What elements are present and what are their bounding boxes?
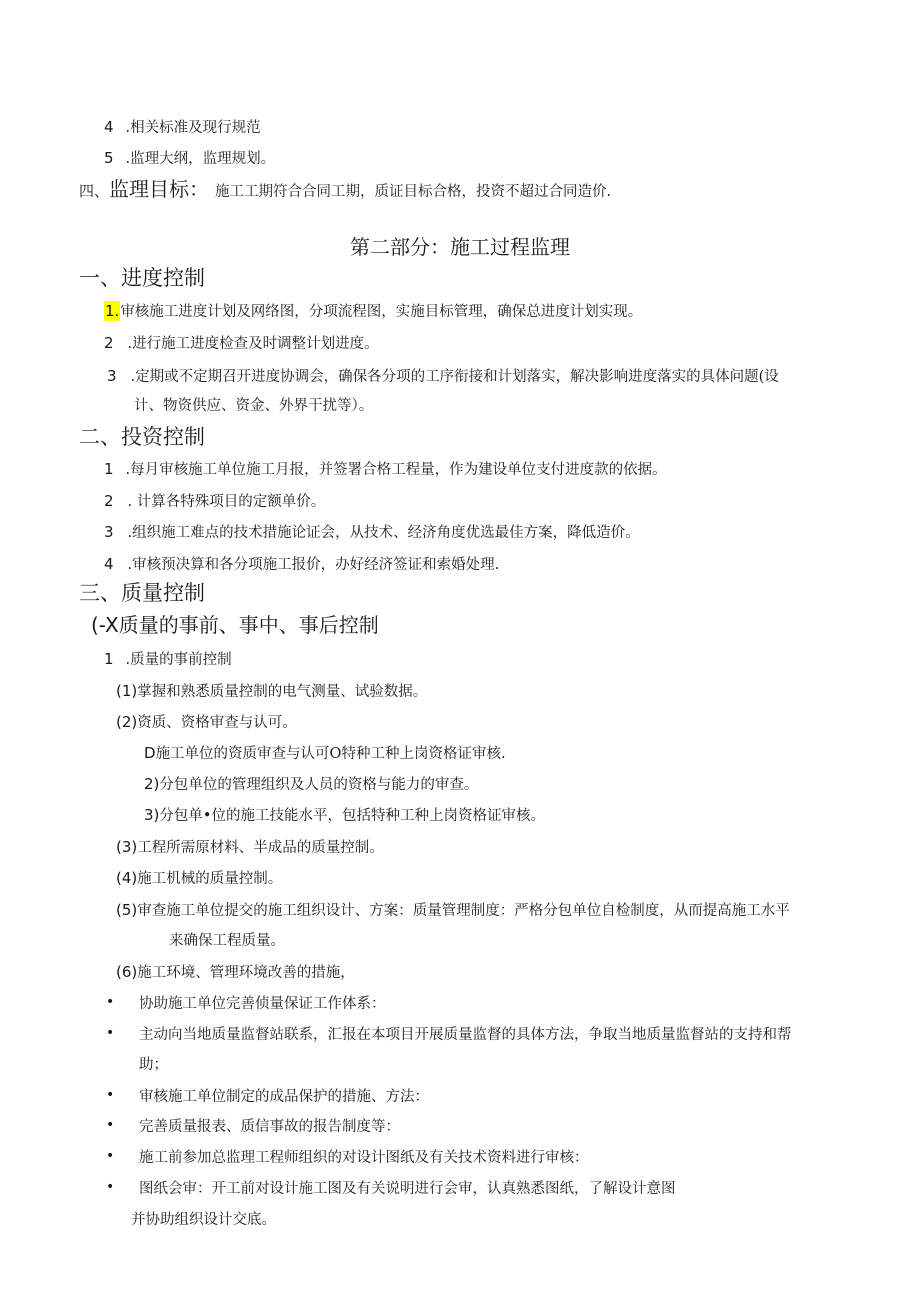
quality-text: 掌握和熟悉质量控制的电气测量、试验数据。 bbox=[137, 684, 428, 700]
progress-item-1 bbox=[104, 301, 642, 322]
ref-text: .相关标准及现行规范 bbox=[125, 120, 261, 136]
bullet-icon: • bbox=[106, 1179, 115, 1195]
quality-text: 资质、资格审查与认可。 bbox=[137, 715, 297, 731]
quality-subtext: 分包单•位的施工技能水平，包括特种工种上岗资格证审核。 bbox=[159, 808, 545, 824]
ref-text: .监理大纲，监理规划。 bbox=[125, 151, 276, 167]
progress-num: 2 bbox=[104, 334, 114, 352]
bullet-item-4: 完善质量报表、质信事故的报告制度等： bbox=[139, 1119, 400, 1135]
investment-item-2 bbox=[104, 491, 325, 512]
quality-num: (3) bbox=[116, 838, 138, 856]
investment-num: 2 bbox=[104, 492, 114, 510]
quality-text: 审查施工单位提交的施工组织设计、方案：质量管理制度：严格分包单位自检制度，从而提高施工水平 bbox=[137, 903, 790, 919]
quality-item-5-cont bbox=[169, 931, 285, 951]
quality-subtext: 分包单位的管理组织及人员的资格与能力的审查。 bbox=[159, 777, 479, 793]
bullet-icon: • bbox=[106, 994, 115, 1010]
progress-text: .定期或不定期召开进度协调会，确保各分项的工序衔接和计划落实，解决影响进度落实的具体问题(设 bbox=[130, 369, 779, 385]
quality-text: .质量的事前控制 bbox=[125, 652, 232, 668]
bullet-icon: • bbox=[106, 1025, 115, 1041]
quality-pre-heading bbox=[104, 649, 232, 670]
quality-subitem-1 bbox=[144, 743, 506, 764]
quality-num: (5) bbox=[116, 901, 138, 919]
quality-subtitle: (-X质量的事前、事中、事后控制 bbox=[91, 613, 379, 637]
quality-item-2 bbox=[116, 712, 297, 733]
part-title: 第二部分：施工过程监理 bbox=[350, 235, 570, 259]
goal-text: 施工工期符合合同工期，质证目标合格，投资不超过合同造价. bbox=[215, 184, 612, 200]
bullet-item-6: 图纸会审：开工前对设计施工图及有关说明进行会审，认真熟悉图纸，了解设计意图 bbox=[139, 1181, 676, 1197]
quality-num: (2) bbox=[116, 713, 138, 731]
quality-num: (4) bbox=[116, 869, 138, 887]
quality-item-4 bbox=[116, 868, 282, 889]
quality-subitem-3 bbox=[144, 805, 545, 826]
bullet-icon: • bbox=[106, 1117, 115, 1133]
quality-subtext: 施工单位的资质审查与认可O特种工种上岗资格证审核. bbox=[155, 746, 506, 762]
goal-prefix: 四、 bbox=[79, 182, 110, 200]
investment-item-1 bbox=[104, 459, 667, 480]
investment-item-4 bbox=[104, 554, 499, 575]
section-title-progress: 一、进度控制 bbox=[79, 266, 205, 290]
quality-subnum: D bbox=[144, 744, 156, 762]
quality-text: 来确保工程质量。 bbox=[169, 933, 285, 949]
investment-num: 4 bbox=[104, 555, 114, 573]
progress-item-3-cont bbox=[134, 396, 373, 416]
quality-num: 1 bbox=[104, 650, 114, 668]
goal-label: 监理目标： bbox=[109, 177, 210, 201]
quality-num: (1) bbox=[116, 682, 138, 700]
section-title-quality: 三、质量控制 bbox=[79, 581, 205, 605]
quality-item-3 bbox=[116, 837, 384, 858]
bullet-item-2: 主动向当地质量监督站联系，汇报在本项目开展质量监督的具体方法，争取当地质量监督站的支持和帮 bbox=[139, 1027, 792, 1043]
bullet-item-2-cont: 助； bbox=[139, 1057, 168, 1073]
quality-subnum: 3) bbox=[144, 806, 160, 824]
progress-text: 计、物资供应、资金、外界干扰等）。 bbox=[134, 398, 374, 414]
quality-num: (6) bbox=[116, 963, 138, 981]
bullet-item-5: 施工前参加总监理工程师组织的对设计图纸及有关技术资料进行审核： bbox=[139, 1150, 589, 1166]
progress-item-2 bbox=[104, 333, 379, 354]
progress-text: .进行施工进度检查及时调整计划进度。 bbox=[127, 336, 379, 352]
goal-line bbox=[79, 176, 611, 205]
investment-text: . 计算各特殊项目的定额单价。 bbox=[127, 494, 326, 510]
ref-item-5 bbox=[104, 148, 275, 169]
quality-subitem-2 bbox=[144, 774, 478, 795]
investment-num: 3 bbox=[104, 523, 114, 541]
quality-text: 施工环境、管理环境改善的措施， bbox=[137, 965, 355, 981]
progress-item-3 bbox=[107, 366, 779, 387]
ref-num: 4 bbox=[104, 118, 114, 136]
ref-item-4 bbox=[104, 117, 261, 138]
investment-item-3 bbox=[104, 522, 640, 543]
investment-num: 1 bbox=[104, 460, 114, 478]
investment-text: .每月审核施工单位施工月报，并签署合格工程量，作为建设单位支付进度款的依据。 bbox=[125, 462, 667, 478]
bullet-icon: • bbox=[106, 1148, 115, 1164]
quality-text: 施工机械的质量控制。 bbox=[137, 871, 283, 887]
progress-num: 1. bbox=[105, 302, 120, 320]
quality-item-1 bbox=[116, 681, 427, 702]
quality-item-6 bbox=[116, 962, 355, 983]
investment-text: .审核预决算和各分项施工报价，办好经济签证和索婚处理. bbox=[127, 557, 500, 573]
quality-text: 工程所需原材料、半成品的质量控制。 bbox=[137, 840, 384, 856]
section-title-investment: 二、投资控制 bbox=[79, 425, 205, 449]
investment-text: .组织施工难点的技术措施论证会，从技术、经济角度优选最佳方案，降低造价。 bbox=[127, 525, 640, 541]
progress-num: 3 bbox=[107, 367, 117, 385]
bullet-item-6-cont: 并协助组织设计交底。 bbox=[131, 1212, 276, 1228]
quality-subnum: 2) bbox=[144, 775, 160, 793]
bullet-item-3: 审核施工单位制定的成品保护的措施、方法： bbox=[139, 1089, 429, 1105]
quality-item-5 bbox=[116, 900, 790, 921]
bullet-item-1: 协助施工单位完善侦量保证工作体系： bbox=[139, 996, 386, 1012]
bullet-icon: • bbox=[106, 1087, 115, 1103]
progress-text: 审核施工进度计划及网络图，分项流程图，实施目标管理，确保总进度计划实现。 bbox=[120, 304, 643, 320]
ref-num: 5 bbox=[104, 149, 114, 167]
